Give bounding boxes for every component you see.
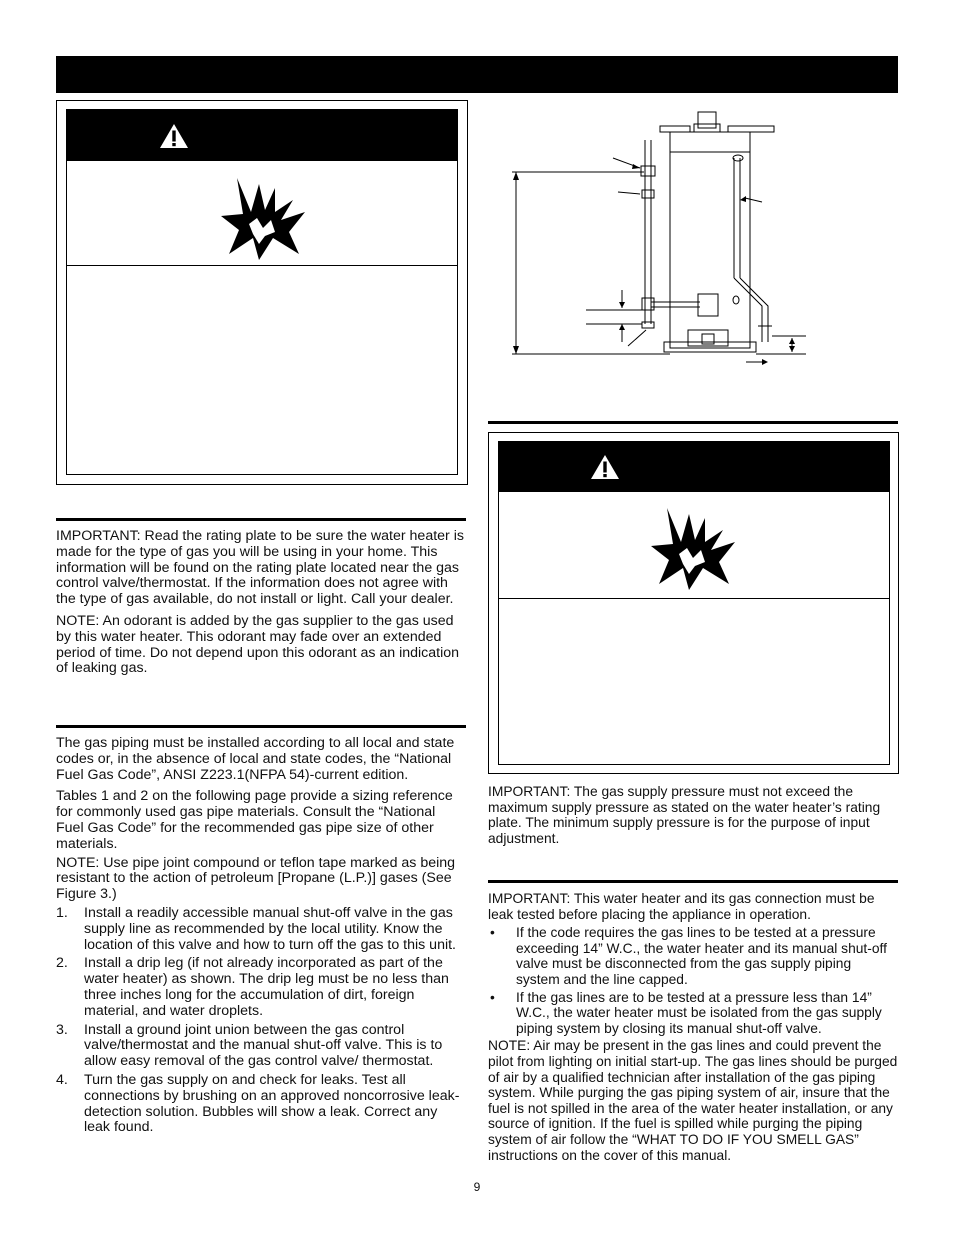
section-rule-gas-piping: [56, 725, 466, 728]
leak-test-important: IMPORTANT: This water heater and its gas connection must be leak tested before placing the appliance in operation.: [488, 891, 875, 922]
section-header-bar: [56, 56, 898, 93]
gas-piping-sizing: Tables 1 and 2 on the following page provide a sizing reference for commonly used gas pipe materials. Consult the “National Fuel Gas Code” for the recommended gas pipe size of other materials.: [56, 788, 453, 852]
list-item-text: Install a readily accessible manual shut-off valve in the gas supply line as recommended by the local utility. Know the location of this valve and how to turn off the gas to this unit.: [84, 904, 456, 953]
list-item-text: Install a drip leg (if not already incorporated as part of the water heater) as shown. The drip leg must be no less than three inches long for the accumulation of dirt, foreign material, and water droplets.: [84, 955, 449, 1019]
warning-header: [499, 442, 889, 492]
list-item-number: 3.: [56, 1021, 68, 1038]
diagram-gas-control-valve: [698, 294, 718, 316]
section-rule-rating-plate: [56, 518, 466, 521]
explosion-icon: [649, 502, 739, 592]
section-rule-leak-test: [488, 880, 898, 883]
list-item: [56, 906, 466, 953]
water-heater-gas-piping-diagram: [500, 110, 820, 380]
list-item: [488, 925, 898, 987]
pipe-compound-note: NOTE: Use pipe joint compound or teflon tape marked as being resistant to the action of petroleum [Propane (L.P.)] gases (See Figure 3.): [56, 854, 456, 903]
warning-triangle-icon: [159, 123, 189, 149]
gas-piping-section: [56, 736, 466, 1136]
list-item-number: 4.: [56, 1071, 68, 1088]
explosion-icon: [219, 172, 309, 262]
warning-divider: [67, 265, 457, 266]
supply-pressure-important: IMPORTANT: The gas supply pressure must not exceed the maximum supply pressure as stated on the water heater’s rating plate. The minimum supply pressure is for the purpose of input adjustment.: [488, 784, 881, 846]
page-number: 9: [473, 1180, 481, 1194]
diagram-shutoff-valve: [641, 166, 655, 176]
list-item: [56, 1023, 466, 1070]
diagram-flue-collar: [698, 112, 716, 128]
warning-divider: [499, 598, 889, 599]
warning-triangle-icon: [590, 454, 620, 480]
diagram-top-fitting-left: [660, 126, 690, 132]
list-item-text: If the gas lines are to be tested at a pressure less than 14” W.C., the water heater must be isolated from the gas supply piping system by closing its manual shut-off valve.: [516, 989, 882, 1036]
warning-box-inner: [66, 109, 458, 475]
warning-box-inner: [498, 441, 890, 765]
warning-header: [67, 110, 457, 161]
list-item: [56, 1073, 466, 1136]
bullet-mark: •: [490, 925, 495, 941]
list-item-text: Install a ground joint union between the gas control valve/thermostat and the manual shut-off valve. This is to allow easy removal of the gas control valve/ thermostat.: [84, 1021, 443, 1070]
list-item: [56, 956, 466, 1019]
list-item-number: 1.: [56, 904, 68, 921]
list-item-text: Turn the gas supply on and check for leaks. Test all connections by brushing on an approved noncorrosive leak-detection solution. Bubbles will show a leak. Correct any leak found.: [84, 1071, 460, 1136]
list-item-number: 2.: [56, 955, 68, 972]
leak-test-section: [488, 891, 898, 1163]
air-purge-note: NOTE: Air may be present in the gas lines and could prevent the pilot from lighting on initial start-up. The gas lines should be purged of air by a qualified technician after installation of the gas piping system. While purging the gas piping system of air, insure that the fuel is not spilled in the area of the water heater installation, or any source of ignition. If the fuel is spilled while purging the piping system of air follow the “WHAT TO DO IF YOU SMELL GAS” instructions on the cover of this manual.: [488, 1038, 898, 1163]
rating-plate-section: [56, 529, 466, 677]
rating-plate-important: IMPORTANT: Read the rating plate to be sure the water heater is made for the type of gas you will be using in your home. This information will be found on the rating plate located near the gas control valve/thermostat. If the information does not agree with the type of gas available, do not install or light. Call your dealer.: [56, 528, 464, 608]
list-item: [488, 990, 898, 1037]
section-rule-supply-pressure: [488, 421, 898, 424]
diagram-top-fitting-right: [728, 126, 774, 132]
odorant-note: NOTE: An odorant is added by the gas supplier to the gas used by this water heater. This odorant may fade over an extended period of time. Do not depend upon this odorant as an indication of leaking gas.: [56, 612, 460, 677]
supply-pressure-section: [488, 784, 898, 846]
warning-box-explosion-right: [488, 432, 899, 774]
diagram-ground-union: [642, 298, 654, 310]
gas-piping-codes: The gas piping must be installed according to all local and state codes or, in the absence of local and state codes, the “National Fuel Gas Code”, ANSI Z223.1(NFPA 54)-current edition.: [56, 735, 455, 783]
diagram-drip-leg-cap: [642, 322, 654, 328]
warning-box-explosion-left: [56, 100, 468, 485]
bullet-mark: •: [490, 989, 495, 1005]
list-item-text: If the code requires the gas lines to be tested at a pressure exceeding 14” W.C., the water heater and its manual shut-off valve must be disconnected from the gas supply piping system and the line capped.: [516, 925, 887, 987]
